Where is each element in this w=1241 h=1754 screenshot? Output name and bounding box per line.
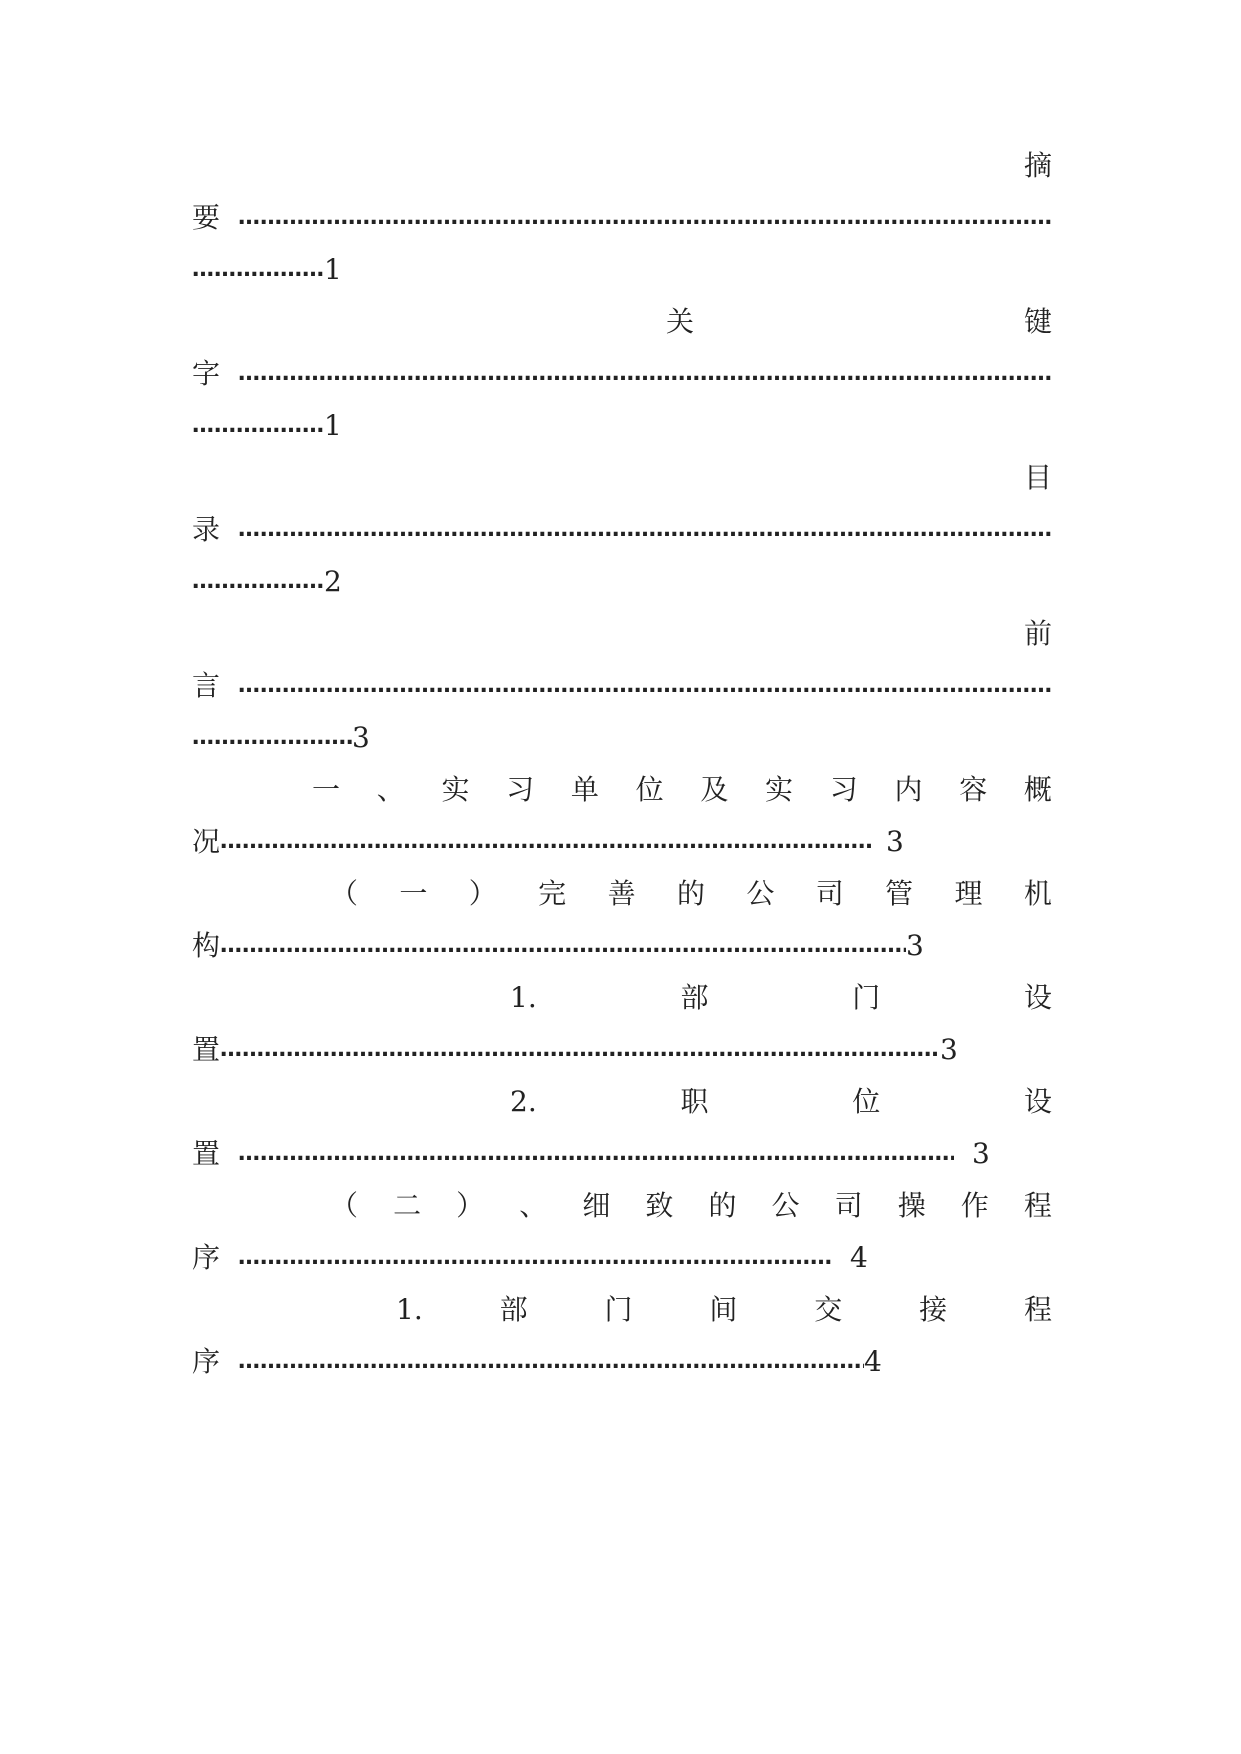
toc-abstract-tail: 摘 bbox=[1023, 149, 1052, 182]
toc-section1-2-leader-line bbox=[192, 1238, 1052, 1278]
toc-section1-1-2-char: 位 bbox=[852, 1085, 881, 1118]
toc-section1-2-1-head: 序 bbox=[192, 1345, 221, 1378]
toc-section1-1-char: 公 bbox=[746, 877, 775, 910]
toc-section1-page: 3 bbox=[886, 825, 904, 858]
toc-section1-2-1-char: 间 bbox=[709, 1293, 738, 1326]
toc-preface-leader-line bbox=[192, 666, 1052, 706]
toc-section1-1-2-char: 2. bbox=[510, 1085, 537, 1118]
toc-section1-2-head: 序 bbox=[192, 1241, 221, 1274]
toc-contents-page: 2 bbox=[324, 565, 342, 598]
toc-leader-dots bbox=[238, 666, 1052, 706]
toc-section1-2-char: 公 bbox=[771, 1189, 800, 1222]
toc-section1-1-char: 善 bbox=[607, 877, 636, 910]
toc-section1-1-char: 完 bbox=[538, 877, 567, 910]
toc-abstract-tail-line bbox=[192, 146, 1052, 186]
toc-section1-2-char: 程 bbox=[1023, 1189, 1052, 1222]
toc-section1-2-title-line bbox=[330, 1186, 1052, 1226]
toc-section1-2-1-leader-line bbox=[192, 1342, 1052, 1382]
toc-section1-2-char: （ bbox=[330, 1189, 359, 1222]
toc-section1-2-char: 、 bbox=[519, 1189, 548, 1222]
toc-leader-dots bbox=[192, 406, 324, 446]
toc-keywords-head: 字 bbox=[192, 357, 221, 390]
toc-section1-1-char: 理 bbox=[954, 877, 983, 910]
toc-abstract-head: 要 bbox=[192, 201, 221, 234]
toc-contents-head: 录 bbox=[192, 513, 221, 546]
toc-section1-1-char: 机 bbox=[1023, 877, 1052, 910]
toc-contents-tail: 目 bbox=[1023, 461, 1052, 494]
toc-leader-dots bbox=[220, 822, 872, 862]
toc-keywords-left: 关 bbox=[666, 305, 695, 338]
toc-section1-char: 习 bbox=[829, 773, 858, 806]
toc-section1-1-char: 一 bbox=[399, 877, 428, 910]
toc-section1-1-2-char: 职 bbox=[680, 1085, 709, 1118]
toc-leader-dots bbox=[238, 198, 1052, 238]
toc-contents-tail-line bbox=[192, 458, 1052, 498]
toc-section1-char: 实 bbox=[441, 773, 470, 806]
toc-contents-leader-line bbox=[192, 510, 1052, 550]
toc-section1-2-1-page: 4 bbox=[864, 1345, 882, 1378]
toc-abstract-page-line bbox=[192, 250, 1052, 290]
toc-section1-char: 实 bbox=[765, 773, 794, 806]
toc-section1-char: 概 bbox=[1023, 773, 1052, 806]
toc-section1-head: 况 bbox=[192, 825, 221, 858]
toc-section1-1-2-leader-line bbox=[192, 1134, 1052, 1174]
toc-abstract-page: 1 bbox=[324, 253, 342, 286]
toc-section1-2-char: 的 bbox=[708, 1189, 737, 1222]
toc-leader-dots bbox=[238, 1238, 832, 1278]
toc-leader-dots bbox=[238, 510, 1052, 550]
toc-preface-page: 3 bbox=[352, 721, 370, 754]
toc-leader-dots bbox=[238, 1342, 864, 1382]
toc-section1-2-1-char: 门 bbox=[604, 1293, 633, 1326]
toc-keywords-right: 键 bbox=[1023, 305, 1052, 338]
toc-abstract-leader-line bbox=[192, 198, 1052, 238]
toc-preface-head: 言 bbox=[192, 669, 221, 702]
toc-section1-1-2-head: 置 bbox=[192, 1137, 221, 1170]
toc-section1-2-page: 4 bbox=[850, 1241, 868, 1274]
toc-section1-1-1-head: 置 bbox=[192, 1033, 221, 1066]
toc-section1-1-char: 管 bbox=[885, 877, 914, 910]
toc-section1-1-leader-line bbox=[192, 926, 1052, 966]
toc-section1-2-char: 操 bbox=[897, 1189, 926, 1222]
toc-section1-1-head: 构 bbox=[192, 929, 221, 962]
toc-section1-2-1-char: 接 bbox=[919, 1293, 948, 1326]
toc-section1-2-1-char: 程 bbox=[1023, 1293, 1052, 1326]
toc-section1-char: 内 bbox=[894, 773, 923, 806]
toc-leader-dots bbox=[192, 250, 324, 290]
toc-section1-1-1-title-line bbox=[510, 978, 1052, 1018]
toc-section1-char: 、 bbox=[376, 773, 405, 806]
toc-preface-page-line bbox=[192, 718, 1052, 758]
toc-section1-2-char: 司 bbox=[834, 1189, 863, 1222]
toc-preface-tail: 前 bbox=[1023, 617, 1052, 650]
toc-keywords-page: 1 bbox=[324, 409, 342, 442]
toc-section1-leader-line bbox=[192, 822, 1052, 862]
toc-section1-1-char: ） bbox=[468, 877, 497, 910]
toc-section1-1-2-page: 3 bbox=[972, 1137, 990, 1170]
toc-section1-2-1-title-line bbox=[396, 1290, 1052, 1330]
toc-leader-dots bbox=[192, 718, 352, 758]
toc-preface-tail-line bbox=[192, 614, 1052, 654]
toc-section1-char: 一 bbox=[312, 773, 341, 806]
toc-section1-char: 单 bbox=[570, 773, 599, 806]
toc-leader-dots bbox=[220, 926, 906, 966]
toc-section1-2-char: ） bbox=[456, 1189, 485, 1222]
toc-leader-dots bbox=[238, 354, 1052, 394]
toc-section1-1-char: （ bbox=[330, 877, 359, 910]
toc-section1-1-2-char: 设 bbox=[1023, 1085, 1052, 1118]
toc-section1-1-char: 司 bbox=[815, 877, 844, 910]
toc-section1-2-char: 致 bbox=[645, 1189, 674, 1222]
toc-section1-1-1-char: 门 bbox=[852, 981, 881, 1014]
toc-keywords-page-line bbox=[192, 406, 1052, 446]
toc-section1-2-char: 细 bbox=[582, 1189, 611, 1222]
toc-section1-1-1-page: 3 bbox=[940, 1033, 958, 1066]
toc-section1-1-title-line bbox=[330, 874, 1052, 914]
toc-section1-char: 习 bbox=[506, 773, 535, 806]
toc-section1-char: 及 bbox=[700, 773, 729, 806]
toc-leader-dots bbox=[192, 562, 324, 602]
toc-section1-2-1-char: 1. bbox=[396, 1293, 423, 1326]
toc-contents-page-line bbox=[192, 562, 1052, 602]
toc-section1-2-1-char: 部 bbox=[499, 1293, 528, 1326]
toc-section1-1-1-char: 部 bbox=[680, 981, 709, 1014]
toc-section1-1-page: 3 bbox=[906, 929, 924, 962]
toc-section1-2-char: 作 bbox=[960, 1189, 989, 1222]
toc-section1-1-1-char: 设 bbox=[1023, 981, 1052, 1014]
toc-keywords-tail-line bbox=[192, 302, 1052, 342]
toc-section1-char: 容 bbox=[959, 773, 988, 806]
toc-section1-2-char: 二 bbox=[393, 1189, 422, 1222]
toc-section1-char: 位 bbox=[635, 773, 664, 806]
toc-section1-2-1-char: 交 bbox=[814, 1293, 843, 1326]
toc-leader-dots bbox=[220, 1030, 940, 1070]
toc-section1-title-line bbox=[312, 770, 1052, 810]
toc-leader-dots bbox=[238, 1134, 954, 1174]
toc-keywords-leader-line bbox=[192, 354, 1052, 394]
toc-section1-1-2-title-line bbox=[510, 1082, 1052, 1122]
toc-section1-1-1-char: 1. bbox=[510, 981, 537, 1014]
toc-section1-1-char: 的 bbox=[676, 877, 705, 910]
toc-section1-1-1-leader-line bbox=[192, 1030, 1052, 1070]
